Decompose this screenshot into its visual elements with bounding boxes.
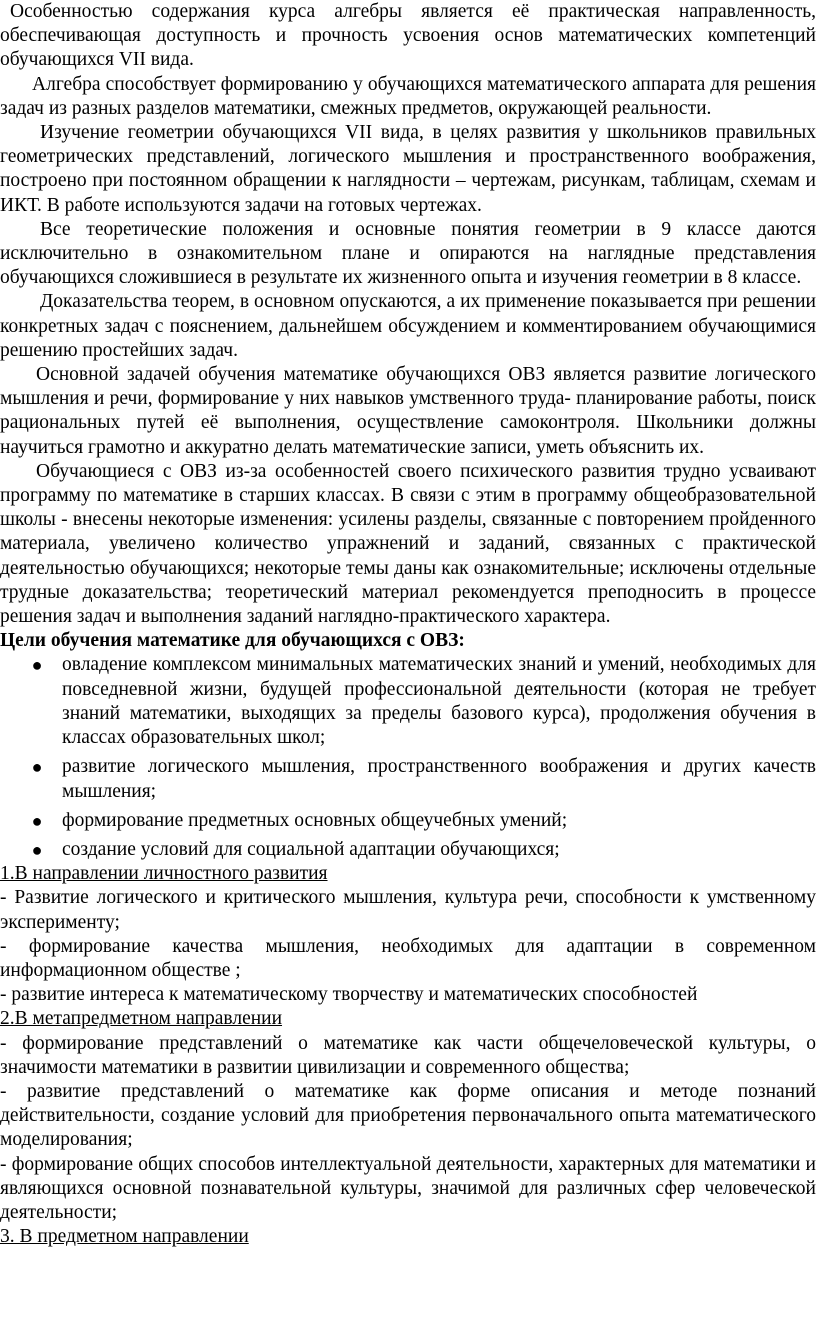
list-item: ● создание условий для социальной адаптации обучающихся;: [0, 838, 816, 862]
list-item: ● овладение комплексом минимальных математических знаний и умений, необходимых для повседневной жизни, будущей профессиональной деятельности (которая не требует знаний математики, выходящих за пределы базового курса), продолжения обучения в классах образовательных школ;: [31, 654, 816, 749]
bullet-icon: ●: [31, 810, 43, 831]
bullet-icon: ●: [31, 757, 43, 778]
paragraph-geometry-study: Изучение геометрии обучающихся VII вида, в целях развития у школьников правильных геометрических представлений, логического мышления и пространственного воображения, построено при постоянном обращении к наглядности – чертежам, рисункам, таблицам, схемам и ИКТ. В работе используются задачи на готовых чертежах.: [0, 122, 816, 216]
section-metasubject-title: 2.В метапредметном направлении: [0, 1008, 283, 1030]
paragraph-algebra-course: Особенностью содержания курса алгебры является её практическая направленность, обеспечивающая доступность и прочность усвоения основ математических компетенций обучающихся VII вида.: [0, 1, 816, 71]
bullet-icon: ●: [31, 839, 43, 860]
paragraph-algebra-apparatus: Алгебра способствует формированию у обучающихся математического аппарата для решения задач из разных разделов математики, смежных предметов, окружающей реальности.: [0, 73, 816, 119]
goals-list: [0, 653, 816, 862]
section-personal-line: - Развитие логического и критического мышления, культура речи, способности к умственному эксперименту;: [0, 887, 816, 933]
paragraph-ovz-students: Обучающиеся с ОВЗ из-за особенностей своего психического развития трудно усваивают программу по математике в старших классах. В связи с этим в программу общеобразовательной школы - внесены некоторые изменения: усилены разделы, связанные с повторением пройденного материала, увеличено количество упражнений и заданий, связанных с практической деятельностью обучающихся; некоторые темы даны как ознакомительные; исключены отдельные трудные доказательства; теоретический материал рекомендуется преподносить в процессе решения задач и выполнения заданий наглядно-практического характера.: [0, 460, 816, 628]
bullet-icon: ●: [31, 655, 43, 676]
paragraph-main-task: Основной задачей обучения математике обучающихся ОВЗ является развитие логического мышления и речи, формирование у них навыков умственного труда- планирование работы, поиск рациональных путей её выполнения, осуществление самоконтроля. Школьники должны научиться грамотно и аккуратно делать математические записи, уметь объяснить их.: [0, 364, 816, 458]
goals-heading: Цели обучения математике для обучающихся с ОВЗ:: [0, 630, 465, 652]
paragraph-theorem-proofs: Доказательства теорем, в основном опускаются, а их применение показывается при решении конкретных задач с пояснением, дальнейшем обсуждением и комментированием обучающимися решению простейших задач.: [0, 291, 816, 361]
section-personal-line: - развитие интереса к математическому творчеству и математических способностей: [0, 984, 698, 1006]
section-subject-title: 3. В предметном направлении: [0, 1226, 249, 1248]
list-item: ● развитие логического мышления, пространственного воображения и других качеств мышления;: [31, 756, 816, 802]
paragraph-theory-positions: Все теоретические положения и основные понятия геометрии в 9 классе даются исключительно в ознакомительном плане и опираются на наглядные представления обучающихся сложившиеся в результате их жизненного опыта и изучения геометрии в 8 классе.: [0, 218, 816, 289]
section-personal-title: 1.В направлении личностного развития: [0, 863, 328, 885]
section-metasubject-line: - развитие представлений о математике как форме описания и методе познаний действительности, создание условий для приобретения первоначального опыта математического моделирования;: [0, 1080, 816, 1151]
list-item: ● формирование предметных основных общеучебных умений;: [0, 809, 816, 833]
section-metasubject-line: - формирование общих способов интеллектуальной деятельности, характерных для математики и являющихся основной познавательной культуры, значимой для различных сфер человеческой деятельности;: [0, 1153, 816, 1223]
section-personal-line: - формирование качества мышления, необходимых для адаптации в современном информационном обществе ;: [0, 935, 816, 981]
section-metasubject-line: - формирование представлений о математике как части общечеловеческой культуры, о значимости математики в развитии цивилизации и современного общества;: [0, 1032, 816, 1078]
